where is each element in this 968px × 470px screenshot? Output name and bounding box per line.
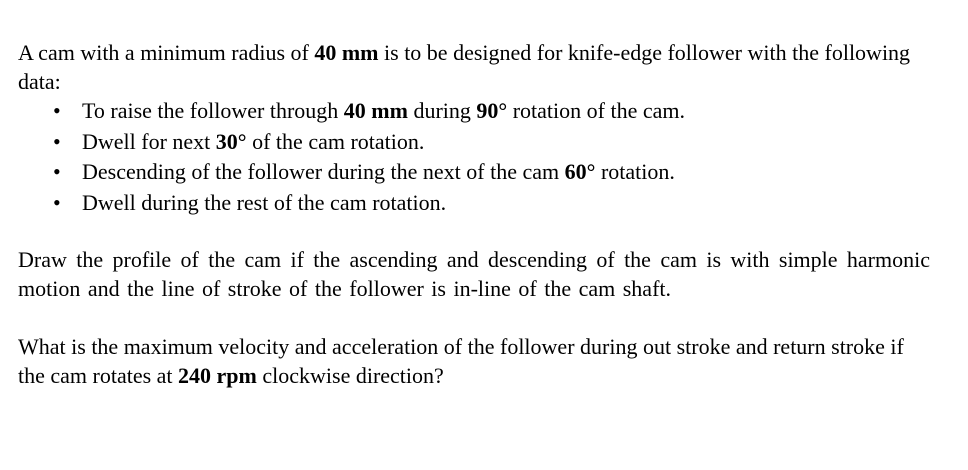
bullet-icon: • (53, 128, 61, 154)
intro-text-1: A cam with a minimum radius of (18, 40, 315, 65)
list-item-dwell: • Dwell for next 30° of the cam rotation. (18, 127, 930, 158)
list-item-raise: • To raise the follower through 40 mm during 90° rotation of the cam. (18, 96, 930, 127)
intro-text-2: is to be designed for knife-edge follower with the following data: (18, 40, 911, 94)
lift-value: 40 mm (343, 98, 408, 123)
min-radius-value: 40 mm (314, 40, 379, 65)
list-item-descend: • Descending of the follower during the next of the cam 60° rotation. (18, 157, 930, 188)
rise-angle-value: 90° (476, 98, 508, 123)
return-angle-value: 60° (564, 159, 596, 184)
document-body (18, 38, 930, 390)
list-item-dwell-rest: • Dwell during the rest of the cam rotation. (18, 188, 930, 219)
velocity-question-paragraph: What is the maximum velocity and acceleration of the follower during out stroke and return stroke if the cam rotates at 240 rpm clockwise direction? (18, 334, 904, 388)
dwell-angle-value: 30° (215, 128, 247, 154)
intro-paragraph (18, 38, 930, 96)
speed-value: 240 rpm (178, 363, 257, 388)
bullet-icon: • (53, 189, 61, 215)
requirements-list (18, 96, 930, 218)
bullet-icon: • (53, 98, 61, 123)
bullet-icon: • (53, 159, 61, 184)
draw-instruction-paragraph: Draw the profile of the cam if the ascending and descending of the cam is with simple harmonic motion and the line of stroke of the follower is in-line of the cam shaft. (18, 247, 930, 301)
